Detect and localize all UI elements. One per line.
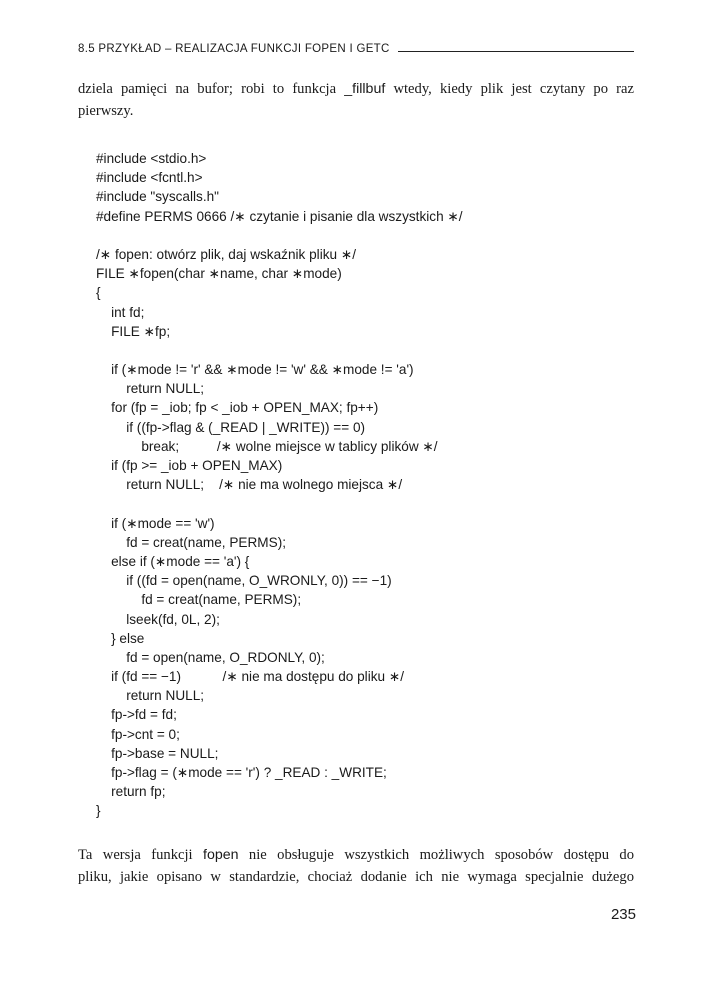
code-line: fp->cnt = 0;: [96, 726, 180, 742]
inline-code-fillbuf: _fillbuf: [344, 81, 386, 97]
code-line: fp->flag = (∗mode == 'r') ? _READ : _WRITE;: [96, 765, 387, 780]
code-line: /∗ fopen: otwórz plik, daj wskaźnik pliku ∗/: [96, 246, 357, 262]
code-line: if ((fp->flag & (_READ | _WRITE)) == 0): [96, 419, 366, 435]
outro-text-before: Ta wersja funkcji: [78, 847, 204, 863]
code-listing: [96, 149, 463, 821]
code-line: fd = open(name, O_RDONLY, 0);: [96, 649, 325, 665]
code-line: #include <fcntl.h>: [96, 170, 203, 186]
inline-code-fopen: fopen: [203, 847, 239, 863]
code-line: fp->fd = fd;: [96, 707, 177, 723]
code-line: FILE ∗fp;: [96, 323, 171, 339]
code-line: if (∗mode != 'r' && ∗mode != 'w' && ∗mode != 'a'): [96, 362, 414, 378]
code-line: [96, 226, 463, 245]
running-header: [78, 40, 634, 58]
intro-text-after: wtedy, kiedy plik jest czytany po raz: [385, 81, 634, 97]
code-line: break; /∗ wolne miejsce w tablicy plików ∗/: [96, 438, 438, 454]
code-line: if (∗mode == 'w'): [96, 515, 215, 531]
code-line: [96, 494, 463, 513]
code-line: fp->base = NULL;: [96, 745, 219, 761]
code-line: lseek(fd, 0L, 2);: [96, 611, 220, 627]
code-line: int fd;: [96, 304, 145, 320]
code-line: }: [96, 803, 101, 819]
code-line: return NULL;: [96, 688, 205, 704]
code-line: FILE ∗fopen(char ∗name, char ∗mode): [96, 266, 342, 282]
outro-line-1: [78, 844, 634, 866]
code-line: #include "syscalls.h": [96, 189, 219, 205]
code-line: #define PERMS 0666 /∗ czytanie i pisanie dla wszystkich ∗/: [96, 208, 463, 224]
code-line: if (fd == −1) /∗ nie ma dostępu do pliku ∗/: [96, 669, 405, 685]
code-line: for (fp = _iob; fp < _iob + OPEN_MAX; fp++): [96, 400, 379, 416]
intro-text-before: dziela pamięci na bufor; robi to funkcja: [78, 81, 345, 97]
intro-line-2: pierwszy.: [78, 103, 134, 119]
intro-line-1: [78, 78, 634, 100]
code-line: } else: [96, 630, 145, 646]
code-line: fd = creat(name, PERMS);: [96, 592, 302, 608]
code-line: else if (∗mode == 'a') {: [96, 553, 250, 569]
header-rule: [398, 51, 634, 52]
code-line: if (fp >= _iob + OPEN_MAX): [96, 458, 283, 473]
code-line: return fp;: [96, 784, 166, 800]
code-line: fd = creat(name, PERMS);: [96, 534, 286, 550]
code-line: [96, 341, 463, 360]
code-line: #include <stdio.h>: [96, 151, 207, 166]
code-line: {: [96, 285, 101, 301]
code-line: if ((fd = open(name, O_WRONLY, 0)) == −1): [96, 573, 392, 589]
code-line: return NULL;: [96, 381, 205, 397]
code-line: return NULL; /∗ nie ma wolnego miejsca ∗/: [96, 477, 403, 493]
running-title: 8.5 PRZYKŁAD – REALIZACJA FUNKCJI FOPEN I GETC: [78, 43, 390, 55]
page-number: 235: [610, 906, 636, 923]
intro-paragraph: [78, 78, 634, 122]
outro-line-2: pliku, jakie opisano w standardzie, chociaż dodanie ich nie wymaga specjalnie dużego: [78, 869, 634, 885]
outro-paragraph: [78, 844, 634, 888]
outro-text-after: nie obsługuje wszystkich możliwych sposobów dostępu do: [238, 847, 634, 863]
